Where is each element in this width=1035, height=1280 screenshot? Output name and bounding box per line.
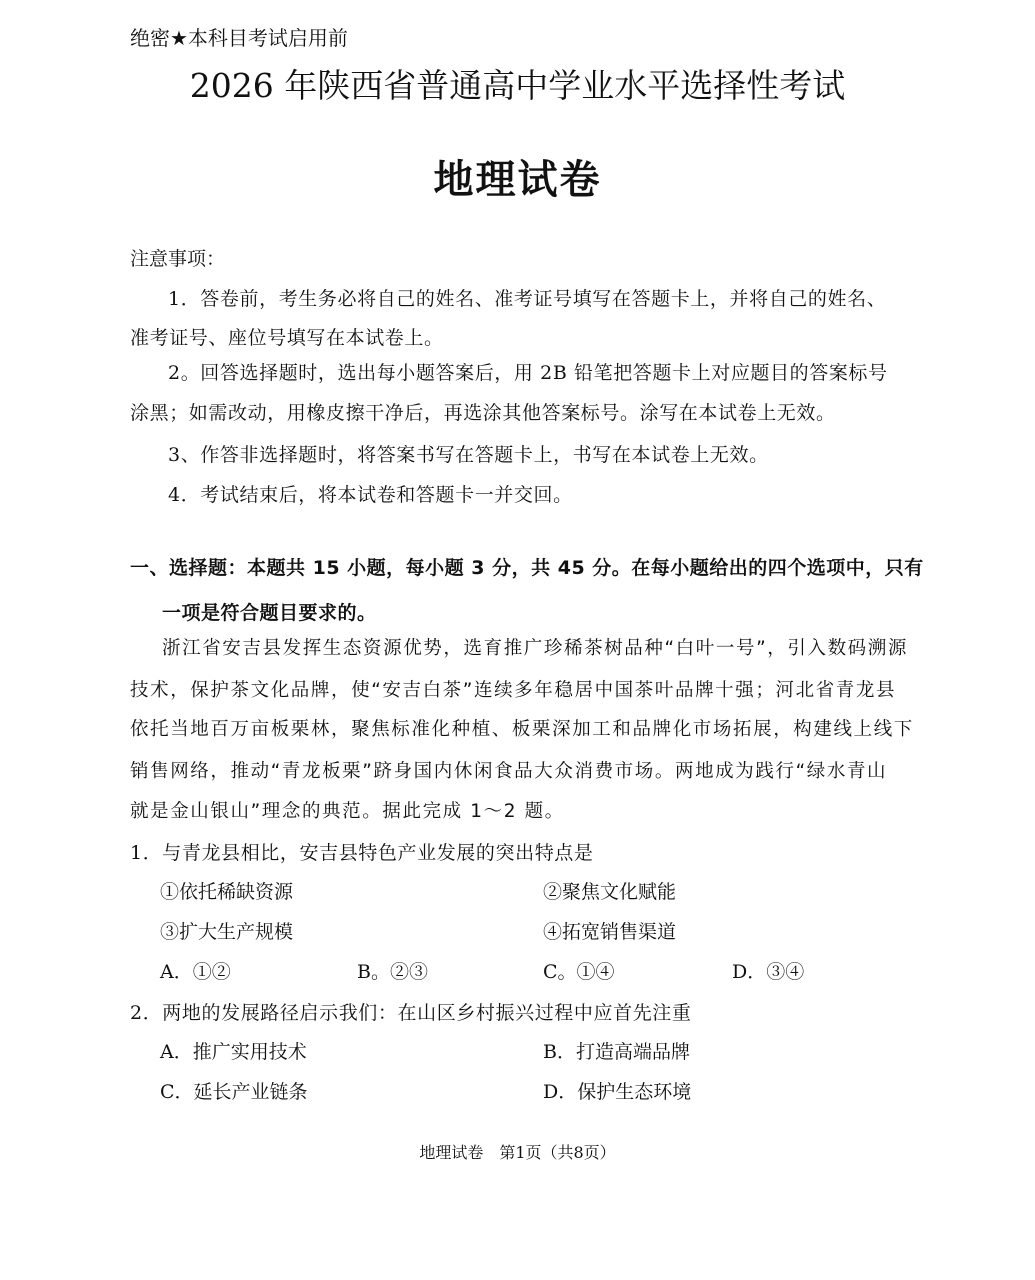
notice-item-1-line-2: 准考证号、座位号填写在本试卷上。 bbox=[130, 327, 444, 349]
notice-item-1-line-1: 1．答卷前，考生务必将自己的姓名、准考证号填写在答题卡上，并将自己的姓名、 bbox=[168, 288, 887, 310]
question-1-option-d: D．③④ bbox=[732, 961, 805, 983]
question-1-option-a: A．①② bbox=[160, 961, 231, 983]
question-1-option-b: B。②③ bbox=[357, 961, 428, 983]
question-1-stem: 1．与青龙县相比，安吉县特色产业发展的突出特点是 bbox=[130, 842, 594, 864]
question-2-option-a: A．推广实用技术 bbox=[160, 1041, 307, 1063]
question-2-option-b: B．打造高端品牌 bbox=[543, 1041, 690, 1063]
passage-line-4: 销售网络，推动“青龙板栗”跻身国内休闲食品大众消费市场。两地成为践行“绿水青山 bbox=[130, 761, 888, 782]
passage-line-2: 技术，保护茶文化品牌，使“安吉白茶”连续多年稳居中国茶叶品牌十强；河北省青龙县 bbox=[130, 680, 897, 701]
page-footer: 地理试卷 第1页（共8页） bbox=[419, 1143, 616, 1162]
notice-heading: 注意事项： bbox=[130, 248, 226, 270]
question-1-statement-2: ②聚焦文化赋能 bbox=[543, 881, 677, 903]
passage-line-5: 就是金山银山”理念的典范。据此完成 1～2 题。 bbox=[130, 801, 565, 822]
section-1-heading-line-2: 一项是符合题目要求的。 bbox=[162, 602, 377, 624]
passage-line-3: 依托当地百万亩板栗林，聚焦标准化种植、板栗深加工和品牌化市场拓展，构建线上线下 bbox=[130, 719, 914, 740]
question-2-stem: 2．两地的发展路径启示我们：在山区乡村振兴过程中应首先注重 bbox=[130, 1002, 692, 1024]
notice-item-2-line-1: 2。回答选择题时，选出每小题答案后，用 2B 铅笔把答题卡上对应题目的答案标号 bbox=[168, 362, 888, 384]
question-1-option-c: C。①④ bbox=[543, 961, 615, 983]
question-1-statement-3: ③扩大生产规模 bbox=[160, 921, 294, 943]
question-1-statement-1: ①依托稀缺资源 bbox=[160, 881, 294, 903]
confidential-mark: 绝密★本科目考试启用前 bbox=[130, 26, 348, 50]
passage-line-1: 浙江省安吉县发挥生态资源优势，选育推广珍稀茶树品种“白叶一号”，引入数码溯源 bbox=[162, 638, 908, 659]
subject-title: 地理试卷 bbox=[433, 157, 602, 203]
question-2-option-d: D．保护生态环境 bbox=[543, 1081, 692, 1103]
notice-item-3: 3、作答非选择题时，将答案书写在答题卡上，书写在本试卷上无效。 bbox=[168, 444, 769, 466]
notice-item-4: 4．考试结束后，将本试卷和答题卡一并交回。 bbox=[168, 484, 573, 506]
question-1-statement-4: ④拓宽销售渠道 bbox=[543, 921, 677, 943]
notice-item-2-line-2: 涂黑；如需改动，用橡皮擦干净后，再选涂其他答案标号。涂写在本试卷上无效。 bbox=[130, 402, 836, 424]
question-2-option-c: C．延长产业链条 bbox=[160, 1081, 308, 1103]
exam-title: 2026 年陕西省普通高中学业水平选择性考试 bbox=[189, 66, 846, 105]
section-1-heading-line-1: 一、选择题：本题共 15 小题，每小题 3 分，共 45 分。在每小题给出的四个选项中，只有 bbox=[130, 557, 924, 579]
